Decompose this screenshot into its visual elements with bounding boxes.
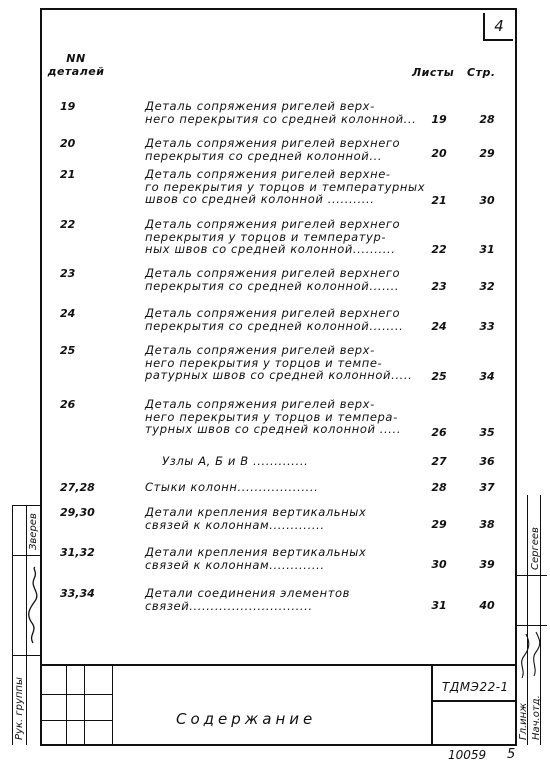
title-block-v1 xyxy=(66,664,67,746)
entry-sheet: 31 xyxy=(431,599,447,612)
document-code: ТДМЭ22-1 xyxy=(442,680,509,694)
entry-number: 22 xyxy=(60,218,76,231)
entry-page: 39 xyxy=(479,558,495,571)
entry-page: 29 xyxy=(479,147,495,160)
left-stamp-line-1 xyxy=(12,505,13,745)
left-stamp-role: Рук. группы xyxy=(14,677,25,740)
left-stamp-h1 xyxy=(12,505,40,506)
entry-sheet: 29 xyxy=(431,518,447,531)
header-part-number: NN деталей xyxy=(47,52,105,78)
entry-description: Деталь сопряжения ригелей верхнего перекрытия у торцов и температур- ных швов со средней колонной.......... xyxy=(145,217,401,256)
entry-sheet: 20 xyxy=(431,147,447,160)
entry-sheet: 24 xyxy=(431,320,447,333)
left-stamp-signature xyxy=(26,565,40,645)
entry-number: 26 xyxy=(60,398,76,411)
entry-page: 35 xyxy=(479,426,495,439)
entry-description: Стыки колонн................... xyxy=(145,480,319,494)
entry-page: 31 xyxy=(479,243,495,256)
page-number: 4 xyxy=(483,13,513,41)
entry-page: 37 xyxy=(479,481,495,494)
entry-description: Детали крепления вертикальных связей к колоннам............. xyxy=(145,505,367,532)
entry-number: 23 xyxy=(60,267,76,280)
entry-description: Детали крепления вертикальных связей к колоннам............. xyxy=(145,545,367,572)
entry-page: 38 xyxy=(479,518,495,531)
entry-description: Деталь сопряжения ригелей верхне- го перекрытия у торцов и температурных швов со средней колонной ........... xyxy=(145,167,426,206)
entry-sheet: 28 xyxy=(431,481,447,494)
footer-format: 5 xyxy=(507,747,516,762)
footer-document-number: 10059 xyxy=(448,748,487,762)
entry-number: 31,32 xyxy=(60,546,95,559)
entry-description: Деталь сопряжения ригелей верх- него перекрытия у торцов и темпе- ратурных швов со средней колонной..... xyxy=(145,343,413,382)
entry-number: 29,30 xyxy=(60,506,95,519)
entry-sheet: 23 xyxy=(431,280,447,293)
right-stamp-h2 xyxy=(517,625,547,626)
title-block-mid-line xyxy=(40,694,112,695)
title-block-v4 xyxy=(431,664,433,746)
title-block-code-line xyxy=(431,700,517,702)
entry-description: Деталь сопряжения ригелей верх- него перекрытия у торцов и темпера- турных швов со средней колонной ..... xyxy=(145,397,402,436)
header-sheets: Листы xyxy=(412,66,455,79)
entry-sheet: 25 xyxy=(431,370,447,383)
right-stamp-signature xyxy=(516,630,542,680)
entry-description: Деталь сопряжения ригелей верхнего перекрытия со средней колонной........ xyxy=(145,306,404,333)
left-stamp-h2 xyxy=(12,555,40,556)
entry-description: Деталь сопряжения ригелей верхнего перекрытия со средней колонной....... xyxy=(145,266,401,293)
title-block-low-line xyxy=(40,720,112,721)
entry-sheet: 19 xyxy=(431,113,447,126)
entry-page: 33 xyxy=(479,320,495,333)
entry-sheet: 21 xyxy=(431,194,447,207)
entry-sheet: 22 xyxy=(431,243,447,256)
right-stamp-surname: Сергеев xyxy=(530,527,541,570)
title-block-v3 xyxy=(112,664,113,746)
entry-page: 32 xyxy=(479,280,495,293)
entry-sheet: 27 xyxy=(431,455,447,468)
entry-page: 36 xyxy=(479,455,495,468)
right-stamp-line1: Гл.инж xyxy=(518,702,529,740)
header-page: Стр. xyxy=(467,66,496,79)
right-stamp-h1 xyxy=(517,575,547,576)
title-block-v2 xyxy=(84,664,85,746)
entry-page: 40 xyxy=(479,599,495,612)
left-stamp-h3 xyxy=(12,655,40,656)
entry-number: 21 xyxy=(60,168,76,181)
entry-number: 20 xyxy=(60,137,76,150)
entry-description: Узлы А, Б и В ............. xyxy=(162,454,309,468)
document-title: Содержание xyxy=(176,710,317,728)
entry-description: Деталь сопряжения ригелей верх- него перекрытия со средней колонной... xyxy=(145,99,417,126)
right-stamp-line2: Нач.отд. xyxy=(531,695,542,740)
entry-number: 25 xyxy=(60,344,76,357)
entry-sheet: 30 xyxy=(431,558,447,571)
entry-page: 30 xyxy=(479,194,495,207)
entry-page: 34 xyxy=(479,370,495,383)
entry-number: 33,34 xyxy=(60,587,95,600)
entry-number: 24 xyxy=(60,307,76,320)
entry-page: 28 xyxy=(479,113,495,126)
entry-number: 27,28 xyxy=(60,481,95,494)
entry-number: 19 xyxy=(60,100,76,113)
left-stamp-surname: Зверев xyxy=(28,513,39,550)
entry-description: Деталь сопряжения ригелей верхнего перекрытия со средней колонной... xyxy=(145,136,401,163)
entry-description: Детали соединения элементов связей............................. xyxy=(145,586,351,613)
entry-sheet: 26 xyxy=(431,426,447,439)
